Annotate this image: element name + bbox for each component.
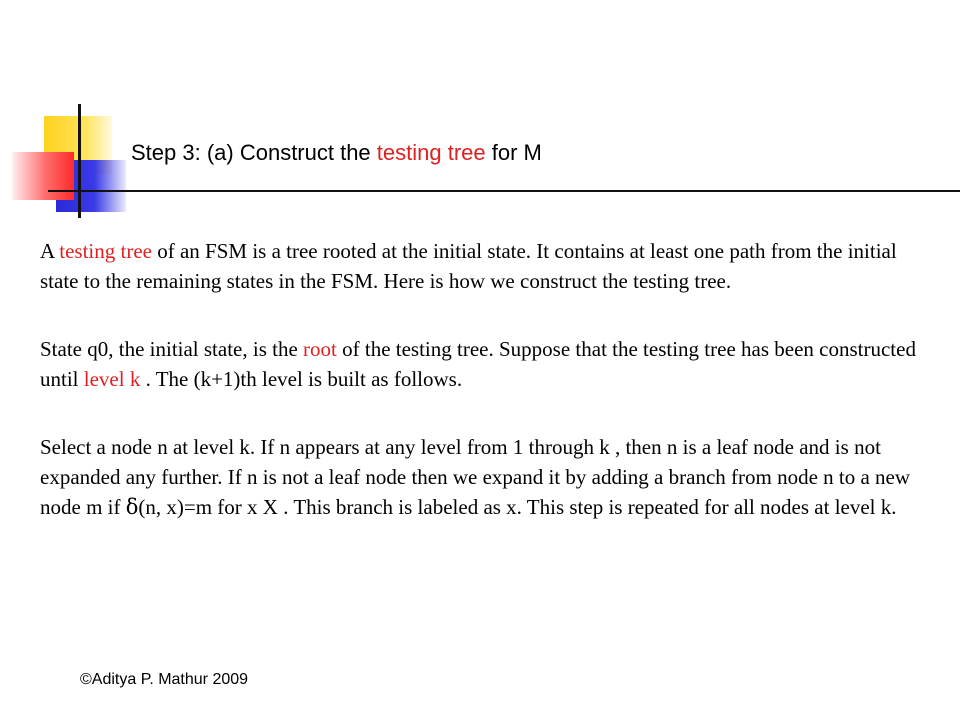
copyright-footer: ©Aditya P. Mathur 2009	[80, 671, 249, 688]
p2-highlight-level-k: level k	[83, 367, 141, 391]
title-highlight: testing tree	[376, 140, 486, 165]
logo-vertical-line	[78, 104, 81, 218]
p2-text-c: . The (k+1)th level is built as follows.	[140, 367, 463, 391]
p2-highlight-root: root	[303, 337, 337, 361]
p3-text-b: (n, x)=m for x	[138, 495, 258, 519]
paragraph-expansion-rule	[40, 432, 920, 522]
p1-text-b: of an FSM is a tree rooted at the initial state. It contains at least one path from the initial state to the remaining states in the FSM. Here is how we construct the testing tree.	[40, 239, 897, 293]
p2-text-a: State q0, the initial state, is the	[40, 337, 304, 361]
slide-logo-decoration	[0, 0, 140, 220]
logo-red-square	[12, 152, 74, 200]
slide-title	[131, 140, 542, 166]
slide-body	[40, 236, 920, 560]
p1-text-a: A	[40, 239, 60, 263]
title-prefix: Step 3: (a) Construct the	[131, 140, 377, 165]
paragraph-testing-tree-definition	[40, 236, 920, 296]
p2-text-b: of the testing tree. Suppose that the testing tree has been constructed until	[40, 337, 916, 391]
paragraph-root-and-levels	[40, 334, 920, 394]
title-underline-rule	[48, 190, 960, 192]
p1-highlight: testing tree	[59, 239, 152, 263]
p3-text-a: Select a node n at level k. If n appears at any level from 1 through k , then n is a leaf node and is not expanded any further. If n is not a leaf node then we expand it by adding a branch from node n to a new node m if	[40, 435, 911, 519]
delta-symbol: δ	[125, 495, 139, 519]
title-suffix: for M	[485, 140, 542, 165]
p3-text-c: X . This branch is labeled as x. This step is repeated for all nodes at level k.	[257, 495, 897, 519]
